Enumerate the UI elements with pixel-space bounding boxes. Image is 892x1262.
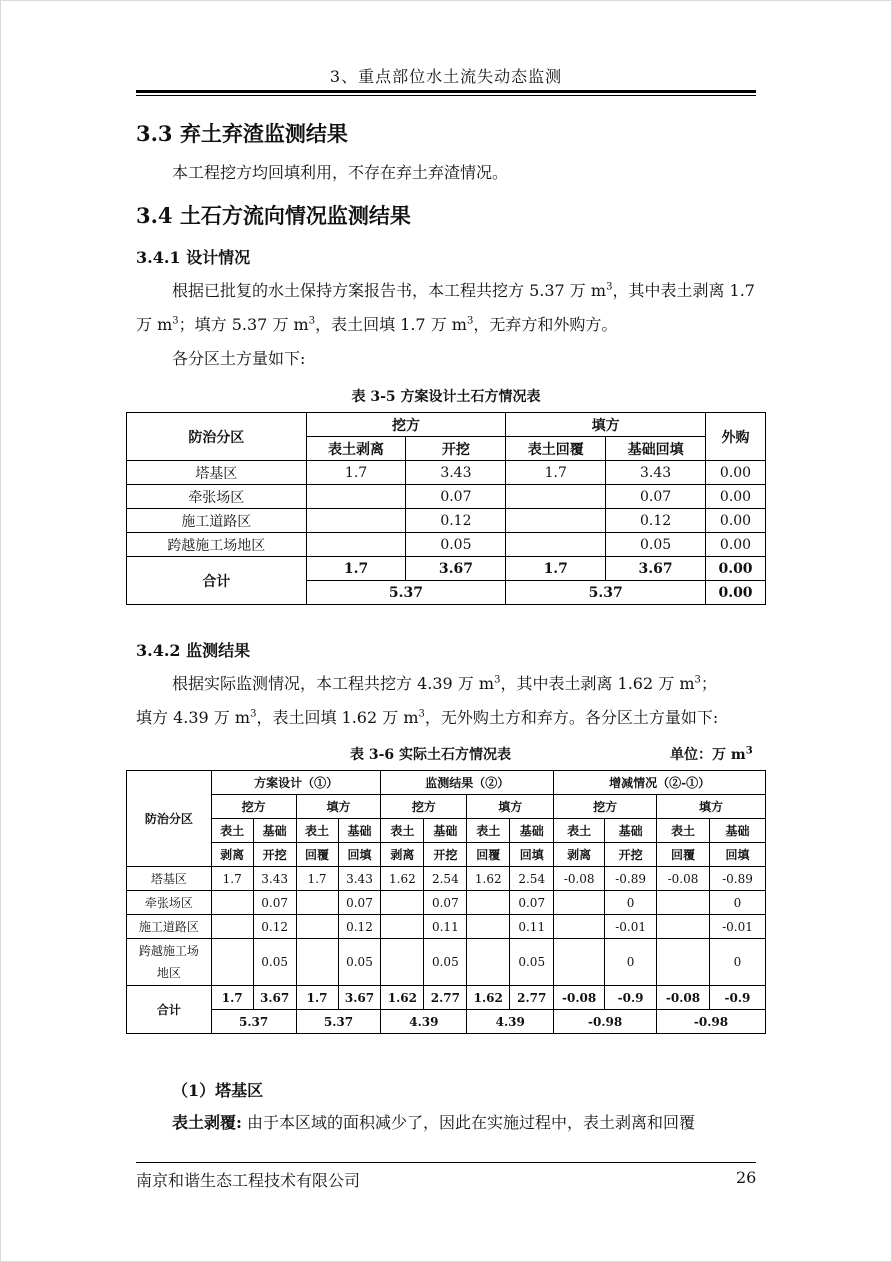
- cell: -0.9: [709, 986, 765, 1010]
- cell: 0.05: [510, 939, 554, 986]
- header-sub-top: 表土: [381, 819, 424, 843]
- header-group-change: 增减情况（②-①）: [554, 771, 766, 795]
- section-3-4-1-heading: 3.4.1 设计情况: [136, 248, 251, 267]
- cell: 塔基区: [127, 867, 212, 891]
- cell: 0: [605, 939, 657, 986]
- cell: [554, 891, 605, 915]
- cell: 0.05: [406, 533, 506, 557]
- header-purchase: 外购: [706, 413, 766, 461]
- cell: 牵张场区: [127, 485, 307, 509]
- header-sub-top: 表土: [296, 819, 338, 843]
- cell: 3.43: [338, 867, 381, 891]
- cell: -0.9: [605, 986, 657, 1010]
- cell: [506, 533, 606, 557]
- cell: 1.62: [467, 986, 510, 1010]
- cell: 0.00: [706, 557, 766, 581]
- cell: -0.89: [605, 867, 657, 891]
- header-fill: 填方: [506, 413, 706, 437]
- total-sum-row: [127, 1010, 766, 1034]
- cell: 2.77: [510, 986, 554, 1010]
- header-sub-bot: 回覆: [296, 843, 338, 867]
- cell: 0.00: [706, 509, 766, 533]
- cell: [296, 915, 338, 939]
- cell: [211, 891, 253, 915]
- cell: 施工道路区: [127, 915, 212, 939]
- header-sub-bot: 剥离: [554, 843, 605, 867]
- cell: 0.00: [706, 461, 766, 485]
- header-sub-bot: 开挖: [253, 843, 296, 867]
- cell: 3.67: [606, 557, 706, 581]
- cell: [211, 939, 253, 986]
- header-sub-top: 基础: [605, 819, 657, 843]
- cell: 0.07: [424, 891, 467, 915]
- cell: [657, 939, 710, 986]
- header-rule-thick: [136, 90, 756, 93]
- cell: 3.43: [406, 461, 506, 485]
- cell: 0.07: [606, 485, 706, 509]
- table-row: [127, 485, 766, 509]
- header-zone: 防治分区: [127, 413, 307, 461]
- table-3-6: [126, 770, 766, 1034]
- cell: [657, 891, 710, 915]
- cell: [554, 939, 605, 986]
- table-row: [127, 867, 766, 891]
- cell: [506, 509, 606, 533]
- header-sub-top: 基础: [424, 819, 467, 843]
- cell: 塔基区: [127, 461, 307, 485]
- cell: [306, 509, 406, 533]
- header-fill: 填方: [467, 795, 554, 819]
- section-3-4-2-paragraph: 根据实际监测情况，本工程共挖方 4.39 万 $m^3$，其中表土剥离 1.62 万 $m^3$；: [172, 674, 717, 693]
- cell: [467, 891, 510, 915]
- cell: -0.08: [554, 986, 605, 1010]
- cell: 0.12: [606, 509, 706, 533]
- cell: 0.07: [338, 891, 381, 915]
- header-sub-top: 表土: [467, 819, 510, 843]
- cell: 0.12: [338, 915, 381, 939]
- cell: -0.98: [554, 1010, 657, 1034]
- cell: [306, 485, 406, 509]
- header-zone: 防治分区: [127, 771, 212, 867]
- section-3-4-1-intro: 各分区土方量如下:: [172, 349, 306, 368]
- cell: 0.05: [606, 533, 706, 557]
- header-sub: 开挖: [406, 437, 506, 461]
- table-row: [127, 891, 766, 915]
- cell: [296, 891, 338, 915]
- header-sub-bot: 剥离: [211, 843, 253, 867]
- cell: [381, 915, 424, 939]
- header-sub-top: 基础: [709, 819, 765, 843]
- cell: 0.05: [253, 939, 296, 986]
- footer-rule: [136, 1162, 756, 1163]
- section-3-3-text: 本工程挖方均回填利用，不存在弃土弃渣情况。: [172, 163, 509, 182]
- cell: 0.12: [253, 915, 296, 939]
- page-number: 26: [736, 1168, 757, 1187]
- header-sub-bot: 开挖: [424, 843, 467, 867]
- cell: [381, 891, 424, 915]
- cell: 1.7: [506, 557, 606, 581]
- cell: 0.00: [706, 485, 766, 509]
- cell: 1.7: [506, 461, 606, 485]
- header-sub-top: 基础: [253, 819, 296, 843]
- subsection-1-heading: （1）塔基区: [172, 1081, 264, 1100]
- header-sub-top: 表土: [554, 819, 605, 843]
- cell: 2.54: [424, 867, 467, 891]
- table-3-5: [126, 412, 766, 605]
- cell: 4.39: [467, 1010, 554, 1034]
- cell: 1.7: [296, 867, 338, 891]
- cell: [657, 915, 710, 939]
- table-row: [127, 461, 766, 485]
- header-rule-thin: [136, 95, 756, 96]
- cell: 0.07: [406, 485, 506, 509]
- total-label: 合计: [127, 986, 212, 1034]
- section-3-4-1-paragraph: 根据已批复的水土保持方案报告书，本工程共挖方 5.37 万 $m^3$，其中表土剥离 1.7 万 $m^3$；填方 5.37 万 $m^3$，表土回填 1.7 万 $m^3$，无弃方和外购方。: [136, 281, 755, 334]
- cell: 3.67: [253, 986, 296, 1010]
- cell: 0.05: [338, 939, 381, 986]
- running-header: 3、重点部位水土流失动态监测: [329, 67, 563, 86]
- header-group-design: 方案设计（①）: [211, 771, 381, 795]
- header-excavation: 挖方: [306, 413, 506, 437]
- cell: -0.08: [657, 986, 710, 1010]
- cell: 3.43: [606, 461, 706, 485]
- header-sub-top: 基础: [338, 819, 381, 843]
- cell: 4.39: [381, 1010, 467, 1034]
- header-excavation: 挖方: [554, 795, 657, 819]
- header-fill: 填方: [657, 795, 766, 819]
- cell: 5.37: [306, 581, 506, 605]
- cell: -0.89: [709, 867, 765, 891]
- cell: 0.00: [706, 581, 766, 605]
- header-sub: 基础回填: [606, 437, 706, 461]
- cell: [467, 939, 510, 986]
- cell: -0.08: [657, 867, 710, 891]
- cell: 0: [709, 891, 765, 915]
- cell: 0: [709, 939, 765, 986]
- header-sub: 表土剥离: [306, 437, 406, 461]
- header-fill: 填方: [296, 795, 381, 819]
- cell: [554, 915, 605, 939]
- cell: 5.37: [506, 581, 706, 605]
- header-group-monitor: 监测结果（②）: [381, 771, 554, 795]
- cell-zone-two-line: 跨越施工场 地区: [127, 939, 212, 986]
- cell: [381, 939, 424, 986]
- cell: 5.37: [296, 1010, 381, 1034]
- header-excavation: 挖方: [381, 795, 467, 819]
- table-3-6-caption: 表 3-6 实际土石方情况表: [350, 747, 512, 763]
- last-paragraph: 表土剥覆: 由于本区域的面积减少了，因此在实施过程中，表土剥离和回覆: [172, 1113, 696, 1132]
- cell: 1.62: [381, 986, 424, 1010]
- cell: 0.11: [510, 915, 554, 939]
- cell: 0.11: [424, 915, 467, 939]
- total-row: [127, 557, 766, 581]
- table-3-5-caption: 表 3-5 方案设计土石方情况表: [351, 389, 541, 405]
- header-sub-bot: 剥离: [381, 843, 424, 867]
- section-3-3-heading: 3.3 弃土弃渣监测结果: [136, 121, 348, 146]
- total-row: [127, 986, 766, 1010]
- cell: 跨越施工场地区: [127, 533, 307, 557]
- header-sub-bot: 回填: [709, 843, 765, 867]
- header-sub-bot: 回填: [510, 843, 554, 867]
- table-row: [127, 509, 766, 533]
- header-sub-bot: 回填: [338, 843, 381, 867]
- header-sub: 表土回覆: [506, 437, 606, 461]
- total-label: 合计: [127, 557, 307, 605]
- header-excavation: 挖方: [211, 795, 296, 819]
- cell: 0.05: [424, 939, 467, 986]
- header-sub-bot: 开挖: [605, 843, 657, 867]
- cell: 2.77: [424, 986, 467, 1010]
- table-row: [127, 915, 766, 939]
- section-3-4-2-paragraph-cont: 填方 4.39 万 $m^3$，表土回填 1.62 万 $m^3$，无外购土方和弃方。各分区土方量如下:: [136, 708, 719, 727]
- cell: 1.7: [306, 461, 406, 485]
- cell: -0.01: [605, 915, 657, 939]
- header-sub-top: 表土: [657, 819, 710, 843]
- section-3-4-2-heading: 3.4.2 监测结果: [136, 641, 251, 660]
- cell: 2.54: [510, 867, 554, 891]
- cell: 3.67: [338, 986, 381, 1010]
- header-sub-bot: 回覆: [467, 843, 510, 867]
- cell: [467, 915, 510, 939]
- cell: 3.67: [406, 557, 506, 581]
- footer-company: 南京和谐生态工程技术有限公司: [136, 1171, 361, 1190]
- header-sub-top: 表土: [211, 819, 253, 843]
- cell: 1.7: [306, 557, 406, 581]
- cell: 施工道路区: [127, 509, 307, 533]
- cell: 牵张场区: [127, 891, 212, 915]
- cell: [306, 533, 406, 557]
- cell: [506, 485, 606, 509]
- cell: -0.01: [709, 915, 765, 939]
- cell: 1.7: [211, 986, 253, 1010]
- header-sub-bot: 回覆: [657, 843, 710, 867]
- section-3-4-heading: 3.4 土石方流向情况监测结果: [136, 203, 411, 228]
- table-row: [127, 533, 766, 557]
- cell: 1.7: [296, 986, 338, 1010]
- table-3-6-unit: 单位：万 $m^3$: [670, 745, 753, 763]
- cell: 1.7: [211, 867, 253, 891]
- cell: 0.07: [510, 891, 554, 915]
- cell: 0.07: [253, 891, 296, 915]
- cell: [296, 939, 338, 986]
- cell: -0.98: [657, 1010, 766, 1034]
- cell: 0: [605, 891, 657, 915]
- cell: -0.08: [554, 867, 605, 891]
- cell: 3.43: [253, 867, 296, 891]
- cell: 1.62: [467, 867, 510, 891]
- cell: 5.37: [211, 1010, 296, 1034]
- cell: 1.62: [381, 867, 424, 891]
- cell: 0.12: [406, 509, 506, 533]
- table-row: [127, 939, 766, 986]
- header-sub-top: 基础: [510, 819, 554, 843]
- cell: [211, 915, 253, 939]
- cell: 0.00: [706, 533, 766, 557]
